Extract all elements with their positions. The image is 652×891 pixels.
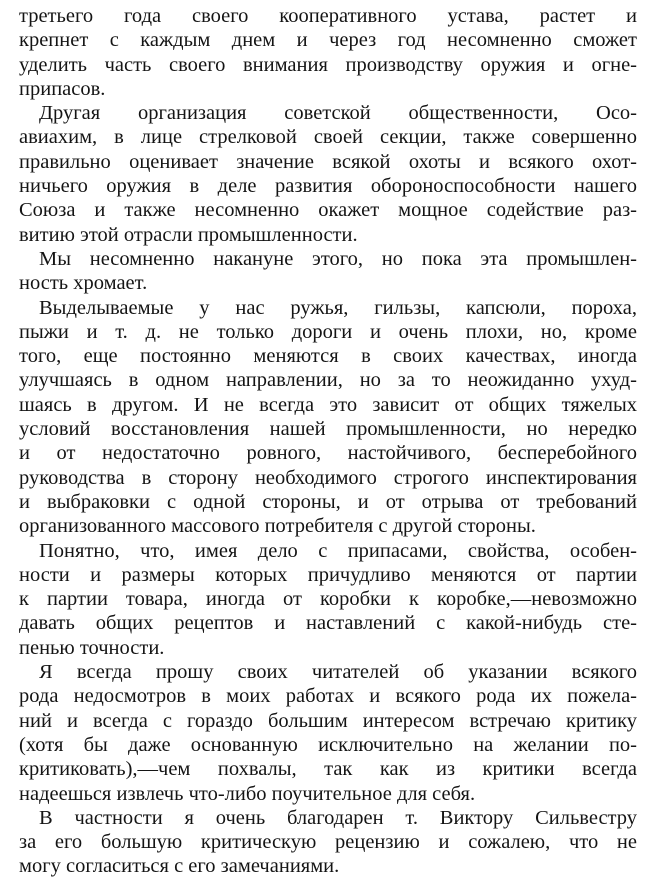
text-line: Союза и также несомненно окажет мощное содействие раз- [19,199,637,222]
text-line: и от недостаточно ровного, настойчивого, бесперебойного [19,442,637,465]
text-line: к партии товара, иногда от коробки к коробке,—невозможно [19,588,637,611]
text-line: припасов. [19,77,106,100]
text-line: и выбраковки с одной стороны, и от отрыва от требований [19,490,637,513]
text-line: пенью точности. [19,636,165,659]
text-line: витию этой отрасли промышленности. [19,223,358,246]
text-line: Другая организация советской общественности, Осо- [39,102,637,125]
text-line: пыжи и т. д. не только дороги и очень плохи, но, кроме [19,320,637,343]
text-line: условий восстановления нашей промышленности, но нередко [19,418,637,441]
paragraph [19,539,637,660]
paragraph [19,247,637,296]
text-line: за его большую критическую рецензию и сожалею, что не [19,831,637,854]
body-text [19,4,637,879]
text-line: давать общих рецептов и наставлений с какой-нибудь сте- [19,612,637,635]
text-line: шаясь в другом. И не всегда это зависит от общих тяжелых [19,393,637,416]
text-line: того, еще постоянно меняются в своих качествах, иногда [19,345,637,368]
text-line: ность хромает. [19,272,148,295]
text-line: (хотя бы даже основанную исключительно на желании по- [19,733,637,756]
text-line: уделить часть своего внимания производству оружия и огне- [19,53,637,76]
text-line: Понятно, что, имея дело с припасами, свойства, особен- [39,539,637,562]
paragraph [19,806,637,879]
text-line: могу согласиться с его замечаниями. [19,855,340,878]
text-line: В частности я очень благодарен т. Виктору Сильвестру [39,806,637,829]
text-line: ности и размеры которых причудливо меняются от партии [19,563,637,586]
text-line: третьего года своего кооперативного устава, растет и [19,5,637,27]
text-line: Выделываемые у нас ружья, гильзы, капсюли, пороха, [39,296,637,319]
paragraph [19,296,637,539]
text-line: ничьего оружия в деле развития обороноспособности нашего [19,175,637,198]
text-line: Я всегда прошу своих читателей об указании всякого [39,661,637,684]
paragraph [19,101,637,247]
text-line: критиковать),—чем похвалы, так как из критики всегда [19,758,637,781]
paragraph [19,660,637,806]
text-line: ний и всегда с гораздо большим интересом встречаю критику [19,709,637,732]
text-line: авиахим, в лице стрелковой своей секции, также совершенно [19,126,637,149]
text-line: Мы несомненно накануне этого, но пока эта промышлен- [39,247,637,270]
text-line: рода недосмотров в моих работах и всякого рода их пожела- [19,685,637,708]
text-line: руководства в сторону необходимого строгого инспектирования [19,466,637,489]
text-line: организованного массового потребителя с другой стороны. [19,515,536,538]
text-line: улучшаясь в одном направлении, но за то неожиданно ухуд- [19,369,637,392]
paragraph [19,4,637,101]
text-line: надеешься извлечь что-либо поучительное для себя. [19,782,476,805]
text-line: правильно оценивает значение всякой охоты и всякого охот- [19,150,637,173]
text-line: крепнет с каждым днем и через год несомненно сможет [19,29,637,52]
